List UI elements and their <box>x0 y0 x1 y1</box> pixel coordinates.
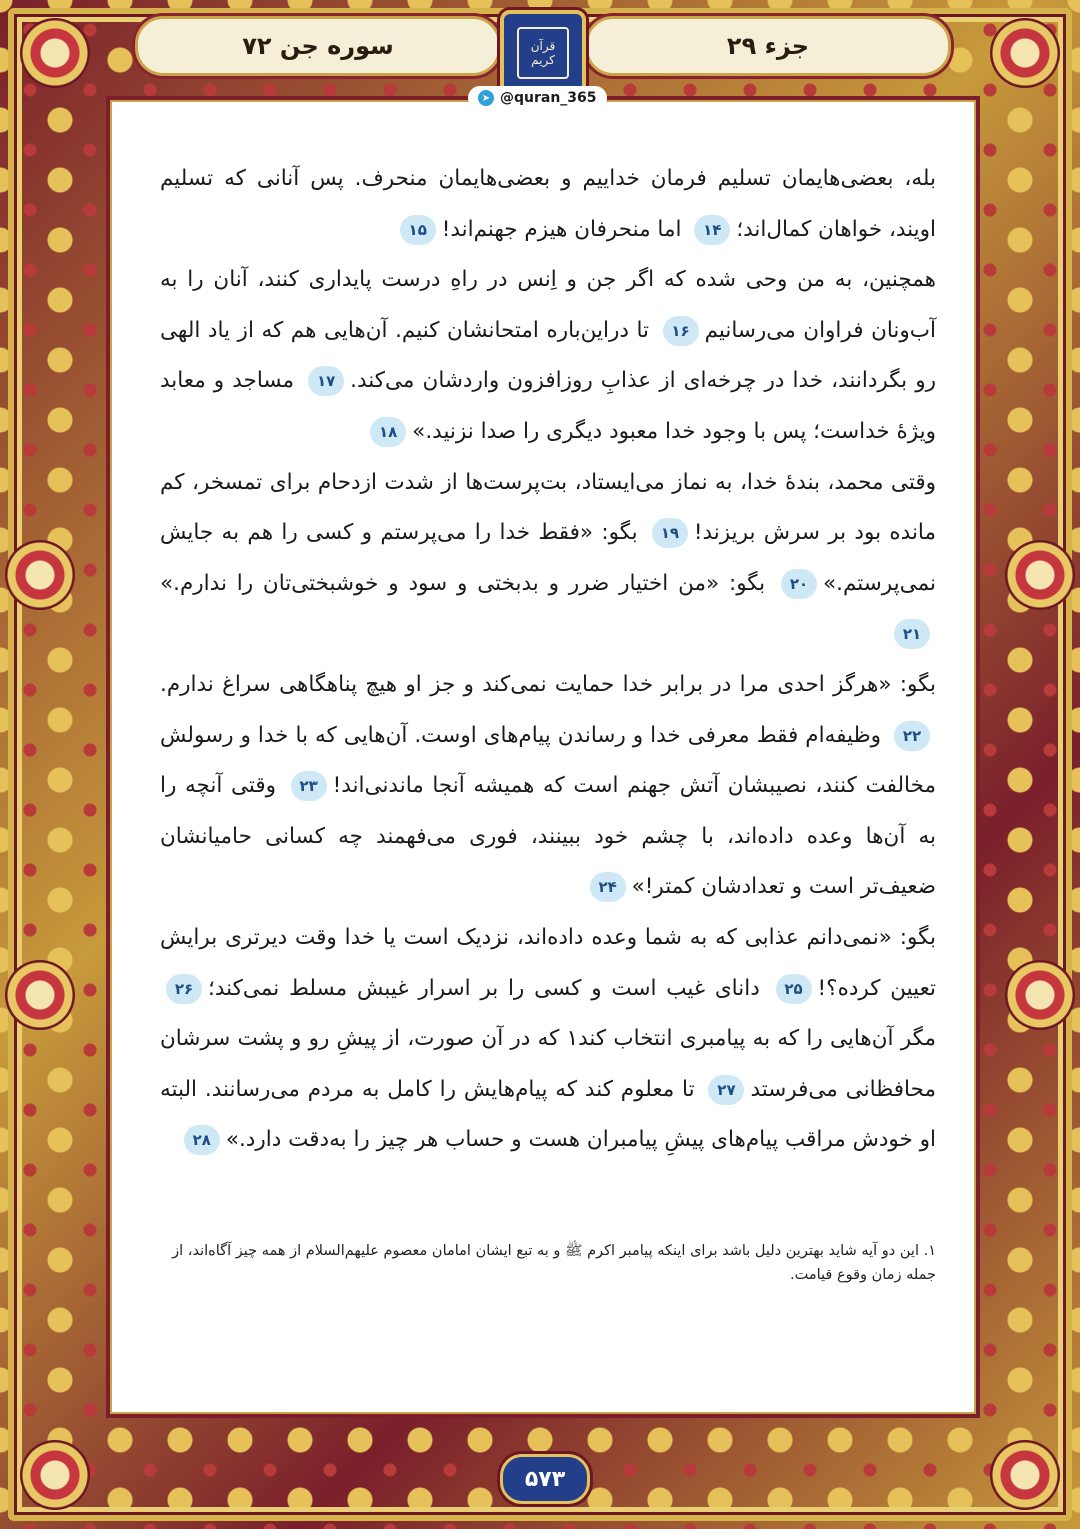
verse-paragraph <box>160 458 936 660</box>
text-panel <box>110 100 976 1414</box>
verse-number: ۱۴ <box>694 215 730 245</box>
corner-medallion-bottom-left <box>20 1440 90 1510</box>
verse-text: بگو: «نمی‌دانم عذابی که به شما وعده داده‌اند، نزدیک است یا خدا وقت دیرتری برایش تعیین کرده؟! <box>160 924 936 1001</box>
verse-paragraph <box>160 255 936 457</box>
verse-number: ۲۳ <box>291 771 327 801</box>
telegram-icon: ➤ <box>478 90 494 106</box>
side-medallion-left <box>5 540 75 610</box>
verse-text: وظیفه‌ام فقط معرفی خدا و رساندن پیام‌های اوست. آن‌هایی که با خدا و رسولش مخالفت کنند، نصیبشان آتش جهنم است که همیشه آنجا ماندنی‌اند! <box>160 722 936 799</box>
channel-tag[interactable] <box>468 86 607 110</box>
verse-number: ۲۰ <box>781 569 817 599</box>
side-medallion-right-lower <box>1005 960 1075 1030</box>
verse-number: ۲۸ <box>184 1125 220 1155</box>
verse-text: بگو: «فقط خدا را می‌پرستم و کسی را هم به جایش نمی‌پرستم.» <box>160 520 936 596</box>
verse-text: تا معلوم کند که پیام‌هایش را کامل به مردم می‌رسانند. البته او خودش مراقب پیام‌های پیشِ پیامبران هست و حساب هر چیز را به‌دقت دارد.» <box>160 1076 936 1153</box>
verse-number: ۲۱ <box>894 619 930 649</box>
verse-text: مساجد و معابد ویژهٔ خداست؛ پس با وجود خدا معبود دیگری را صدا نزنید.» <box>160 368 936 444</box>
juz-header <box>585 16 951 76</box>
quran-logo <box>500 10 586 96</box>
verse-text: بله، بعضی‌هایمان تسلیم فرمان خداییم و بعضی‌هایمان منحرف. پس آنانی که تسلیم اویند، خواهان کمال‌اند؛ <box>160 166 936 242</box>
verse-number: ۲۷ <box>708 1075 744 1105</box>
verse-number: ۱۷ <box>308 366 344 396</box>
side-medallion-right <box>1005 540 1075 610</box>
verse-text: مگر آن‌هایی را که به پیامبری انتخاب کند۱ که در آن صورت، از پیشِ رو و پشت سرشان محافظانی می‌فرستد <box>160 1026 936 1102</box>
verse-text: تا دراین‌باره امتحانشان کنیم. آن‌هایی هم که از یاد الهی رو بگردانند، خدا در چرخه‌ای از عذابِ روزافزون واردشان می‌کند. <box>160 317 936 394</box>
verse-text: وقتی آنچه را به آن‌ها وعده داده‌اند، با چشم خود ببینند، فوری می‌فهمند چه کسانی حامیانشان ضعیف‌تر است و تعدادشان کمتر!» <box>160 773 936 900</box>
verse-number: ۱۵ <box>400 215 436 245</box>
verse-paragraph <box>160 660 936 913</box>
verse-text: همچنین، به من وحی شده که اگر جن و اِنس در راهِ درست پایداری کنند، آنان را به آب‌ونان فراوان می‌رسانیم <box>160 267 937 343</box>
juz-label: جزء ۲۹ <box>726 32 810 60</box>
verse-body <box>160 154 936 1166</box>
channel-handle: @quran_365 <box>500 90 597 106</box>
verse-number: ۲۲ <box>894 721 930 751</box>
verse-number: ۱۸ <box>370 417 406 447</box>
verse-text: بگو: «هرگز احدی مرا در برابر خدا حمایت نمی‌کند و جز او هیچ پناهگاهی سراغ ندارم. <box>160 671 936 697</box>
corner-medallion-top-right <box>990 18 1060 88</box>
verse-text: وقتی محمد، بندهٔ خدا، به نماز می‌ایستاد، بت‌پرست‌ها از شدت ازدحام برای تمسخر، کم مانده بود بر سرش بریزند! <box>160 469 936 546</box>
footnote: ۱. این دو آیه شاید بهترین دلیل باشد برای اینکه پیامبر اکرم ﷺ و به تبع ایشان امامان معصوم علیهم‌السلام از همه چیز آگاه‌اند، از جمله زمان وقوع قیامت. <box>172 1243 936 1283</box>
corner-medallion-top-left <box>20 18 90 88</box>
logo-calligraphy: قرآن کریم <box>517 27 569 79</box>
verse-paragraph <box>160 154 936 255</box>
side-medallion-left-lower <box>5 960 75 1030</box>
surah-label: سوره جن ۷۲ <box>242 32 394 60</box>
verse-number: ۱۶ <box>663 316 699 346</box>
verse-text: اما منحرفان هیزم جهنم‌اند! <box>441 216 682 242</box>
page-number: ۵۷۳ <box>500 1454 590 1504</box>
verse-text: بگو: «من اختیار ضرر و بدبختی و سود و خوشبختی‌تان را ندارم.» <box>160 570 766 596</box>
verse-text: دانای غیب است و کسی را بر اسرار غیبش مسلط نمی‌کند؛ <box>208 975 760 1001</box>
verse-paragraph <box>160 913 936 1166</box>
verse-number: ۲۴ <box>590 872 626 902</box>
verse-number: ۲۶ <box>166 974 202 1004</box>
corner-medallion-bottom-right <box>990 1440 1060 1510</box>
verse-number: ۲۵ <box>776 974 812 1004</box>
surah-header <box>135 16 501 76</box>
verse-number: ۱۹ <box>652 518 688 548</box>
